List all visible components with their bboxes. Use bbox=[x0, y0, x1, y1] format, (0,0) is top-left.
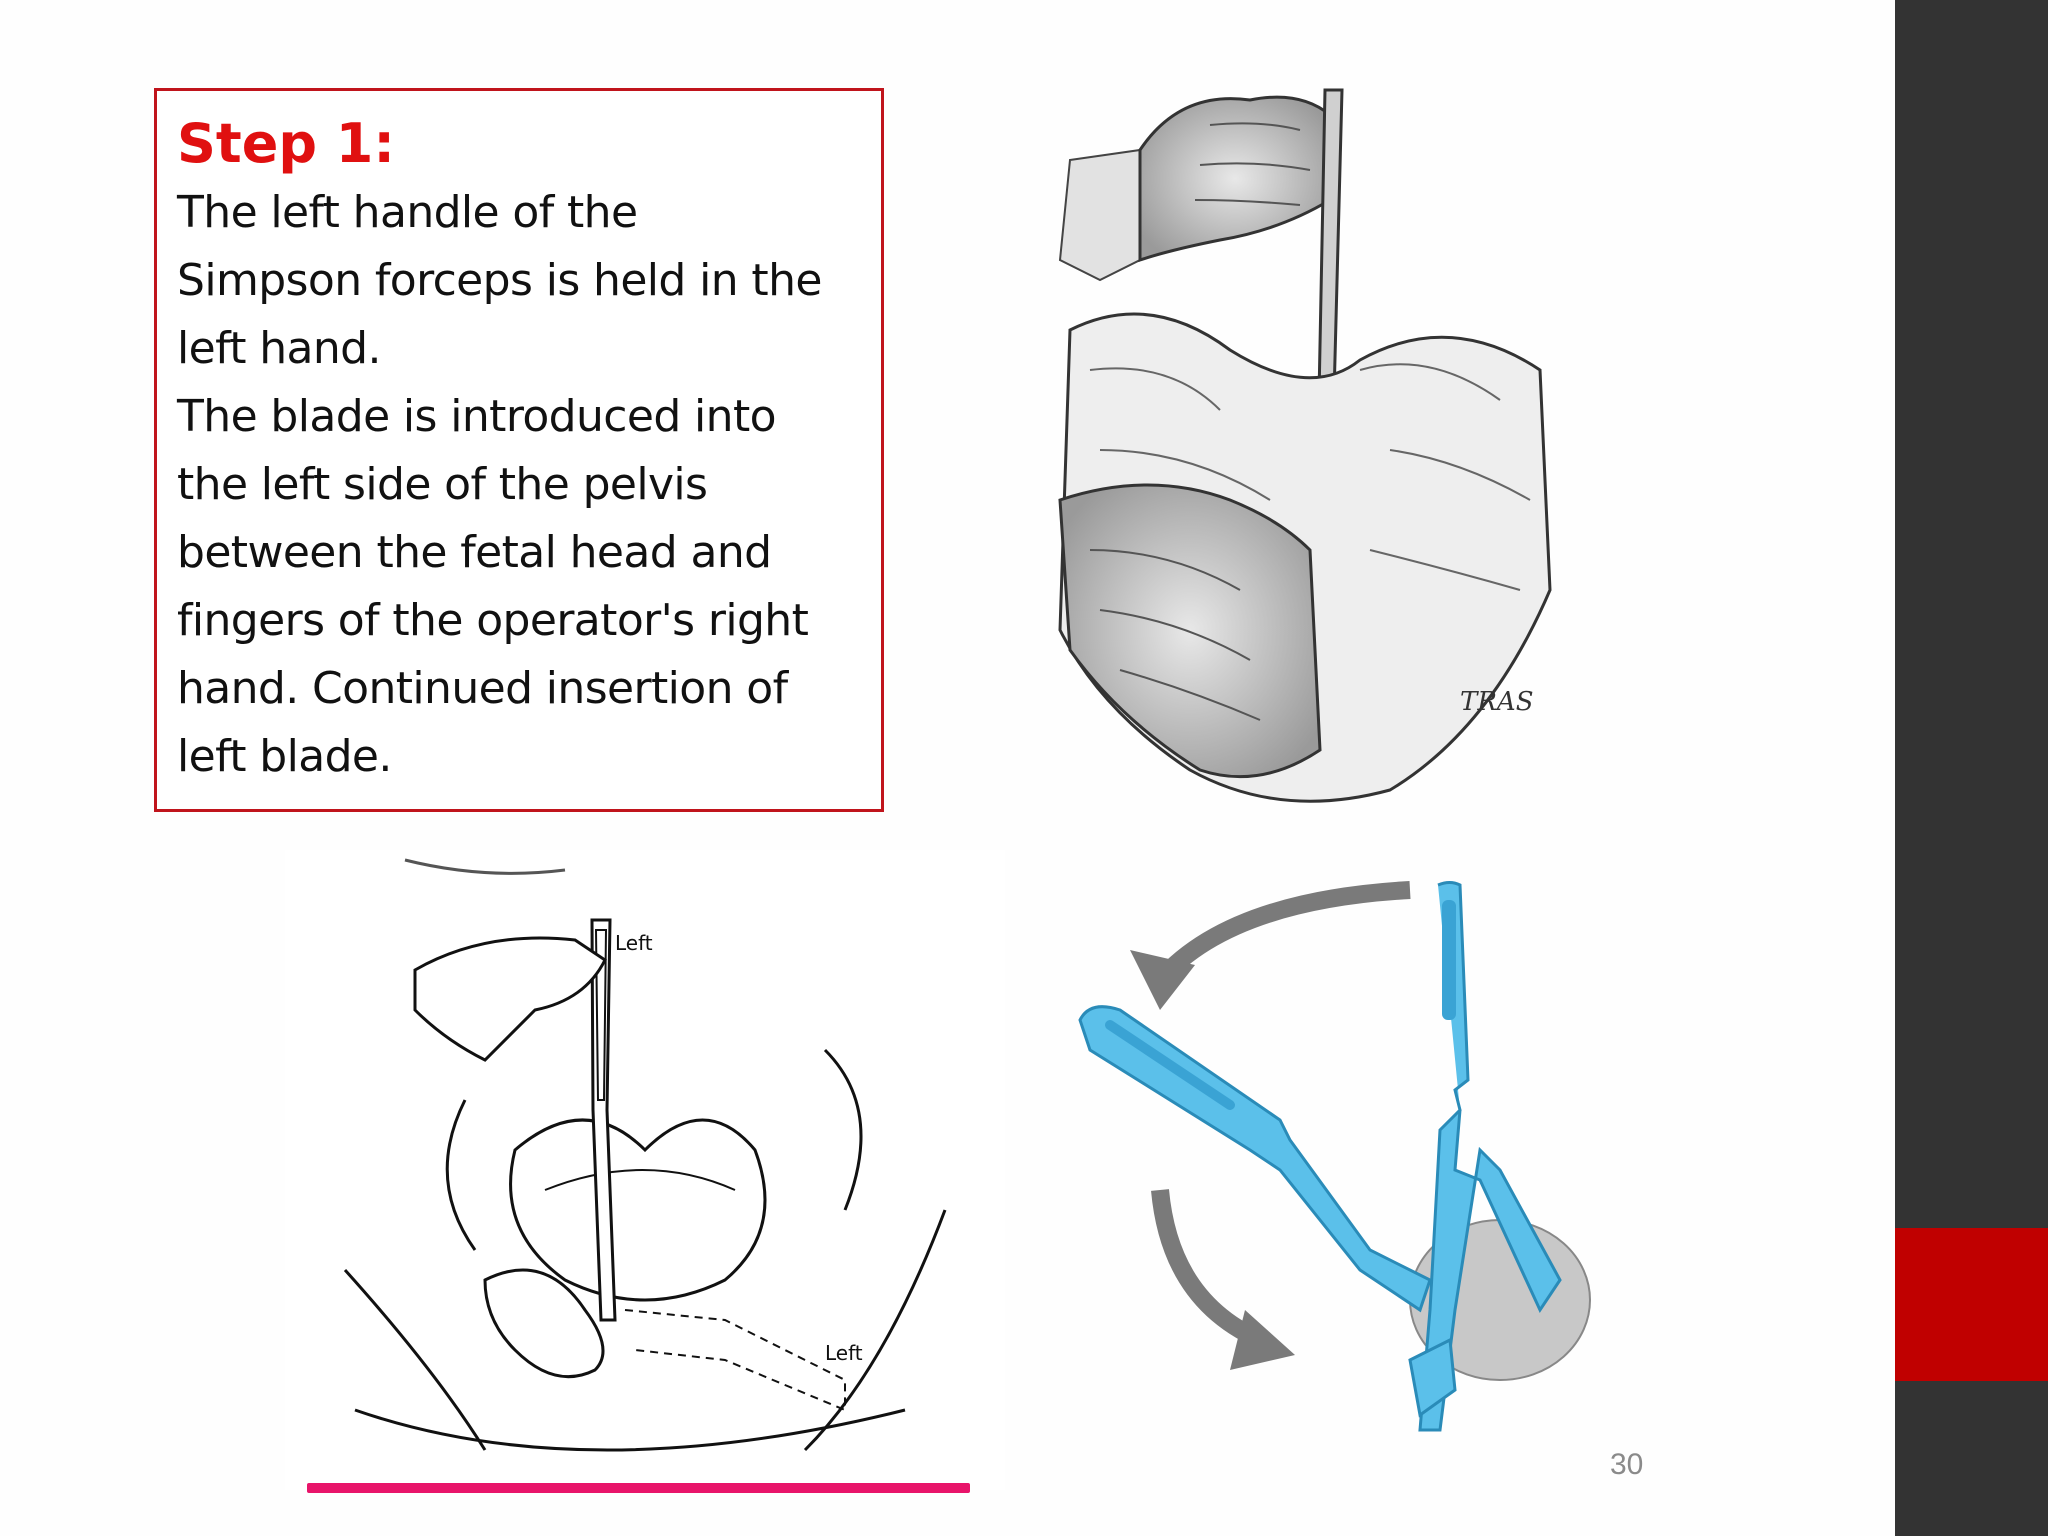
forceps-insertion-sketch bbox=[1030, 30, 1570, 860]
forceps-rotation-diagram bbox=[1060, 870, 1620, 1450]
decorative-underline bbox=[307, 1483, 970, 1493]
sidebar-accent bbox=[1895, 1228, 2048, 1381]
sidebar bbox=[1895, 0, 2048, 1536]
left-label-bottom: Left bbox=[825, 1341, 863, 1365]
rotation-arrow-top bbox=[1160, 890, 1410, 980]
step-text-box bbox=[154, 88, 884, 812]
left-label-top: Left bbox=[615, 931, 653, 955]
artist-signature: TRAS bbox=[1460, 687, 1534, 717]
page-number: 30 bbox=[1610, 1448, 1644, 1481]
pelvis-line-drawing bbox=[285, 850, 1005, 1490]
step-description: The left handle of the Simpson forceps is held in the left hand. The blade is introduced into the left side of the pelvis between the fetal head and fingers of the operator's right hand. Continued insertion of left blade. bbox=[177, 187, 822, 782]
forceps-left-blade bbox=[1080, 1007, 1430, 1310]
step-title: Step 1: bbox=[177, 112, 395, 175]
